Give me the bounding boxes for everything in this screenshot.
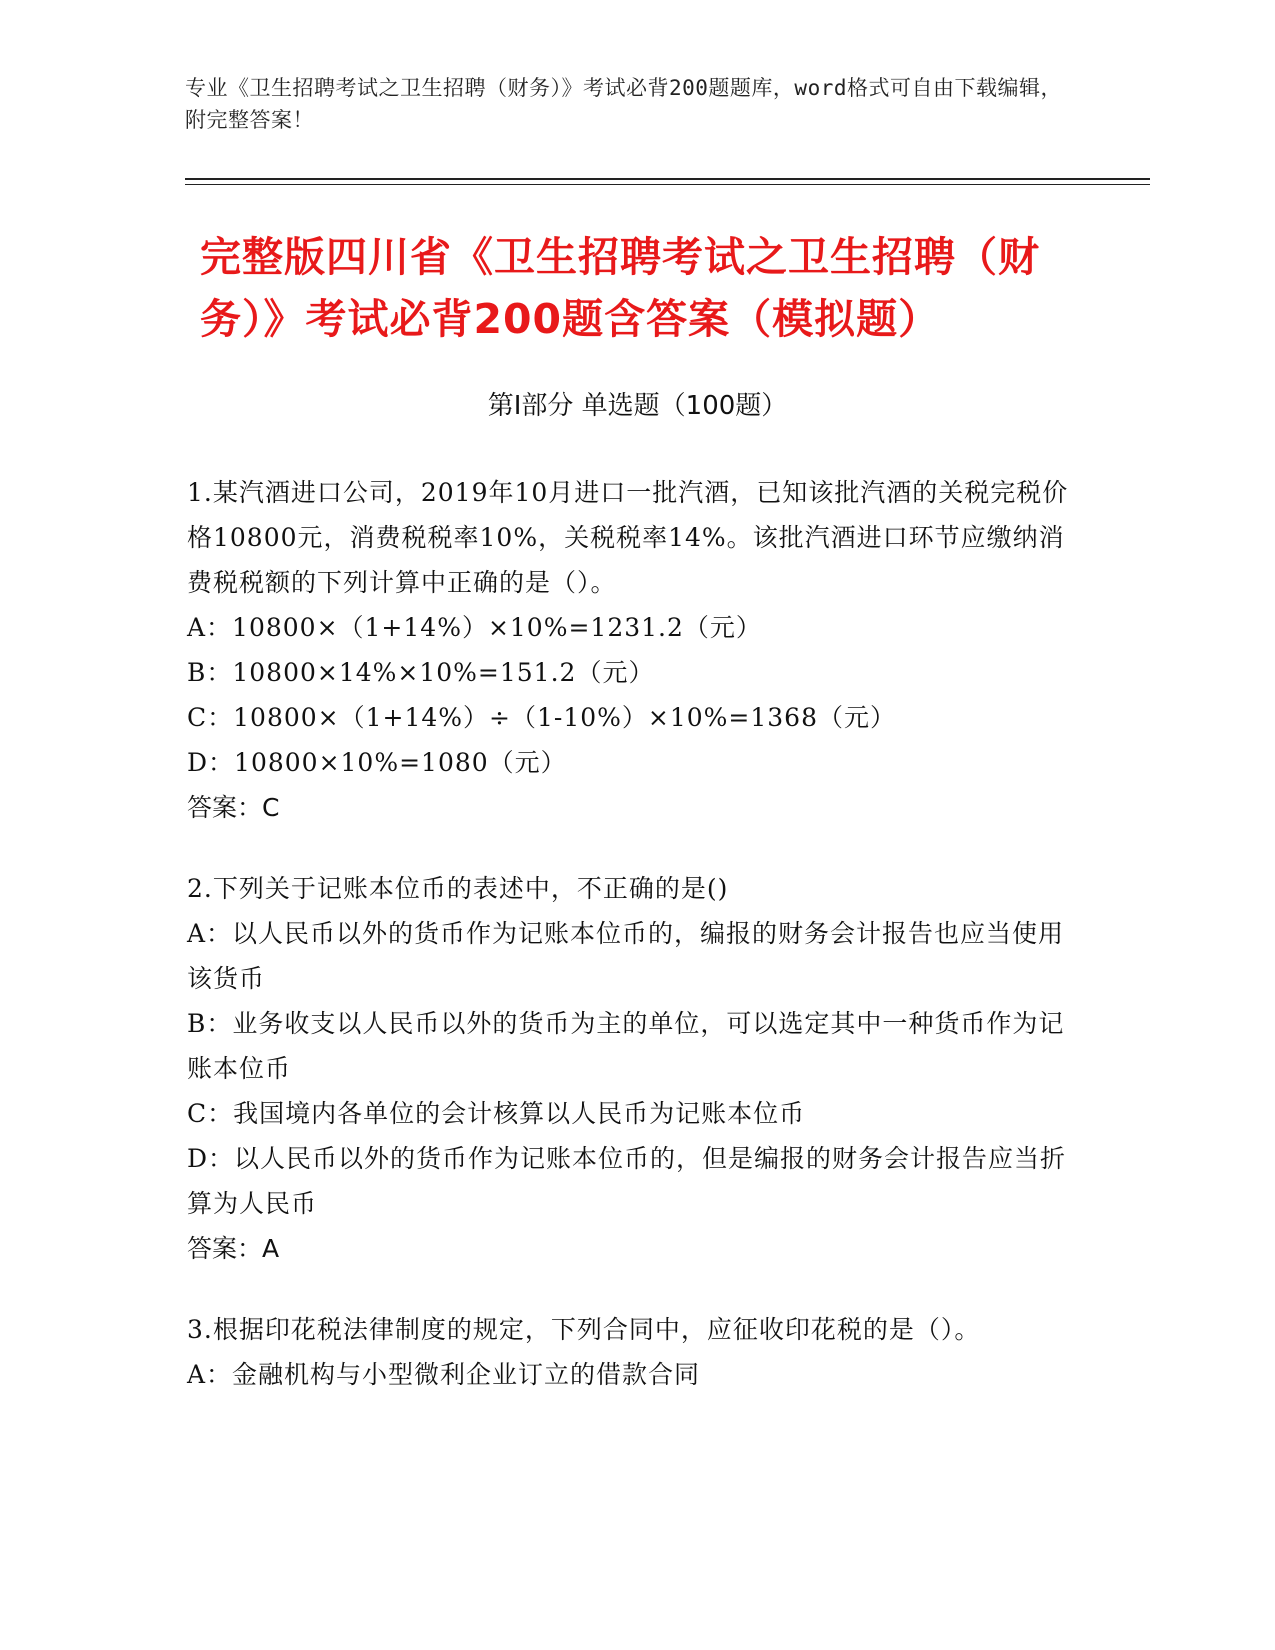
question-list [187, 470, 1087, 1433]
header-rule-top [185, 178, 1150, 180]
question-3 [187, 1307, 1087, 1397]
option-a: A：10800×（1+14%）×10%=1231.2（元） [187, 613, 762, 642]
option-a: A：金融机构与小型微利企业订立的借款合同 [187, 1360, 701, 1389]
option-b: B：业务收支以人民币以外的货币为主的单位，可以选定其中一种货币作为记账本位币 [187, 1009, 1065, 1083]
header-note: 专业《卫生招聘考试之卫生招聘（财务）》考试必背200题题库，word格式可自由下载编辑，附完整答案！ [185, 76, 1062, 132]
question-stem: 2.下列关于记账本位币的表述中，不正确的是() [187, 874, 729, 903]
option-d: D：10800×10%=1080（元） [187, 748, 567, 777]
option-d: D：以人民币以外的货币作为记账本位币的，但是编报的财务会计报告应当折算为人民币 [187, 1144, 1067, 1218]
question-stem: 3.根据印花税法律制度的规定，下列合同中，应征收印花税的是（）。 [187, 1315, 981, 1344]
answer-label: 答案：C [187, 793, 280, 822]
document-title: 完整版四川省《卫生招聘考试之卫生招聘（财务）》考试必背200题含答案（模拟题） [200, 233, 1040, 343]
option-c: C：10800×（1+14%）÷（1-10%）×10%=1368（元） [187, 703, 896, 732]
option-c: C：我国境内各单位的会计核算以人民币为记账本位币 [187, 1099, 806, 1128]
option-b: B：10800×14%×10%=151.2（元） [187, 658, 655, 687]
header-rule-bottom [185, 184, 1150, 185]
question-2 [187, 866, 1087, 1271]
question-1 [187, 470, 1087, 830]
answer-label: 答案：A [187, 1234, 280, 1263]
section-title: 第Ⅰ部分 单选题（100题） [487, 391, 788, 421]
question-stem: 1.某汽酒进口公司，2019年10月进口一批汽酒，已知该批汽酒的关税完税价格10800元，消费税税率10%，关税税率14%。该批汽酒进口环节应缴纳消费税税额的下列计算中正确的是（）。 [187, 478, 1069, 597]
option-a: A：以人民币以外的货币作为记账本位币的，编报的财务会计报告也应当使用该货币 [187, 919, 1065, 993]
